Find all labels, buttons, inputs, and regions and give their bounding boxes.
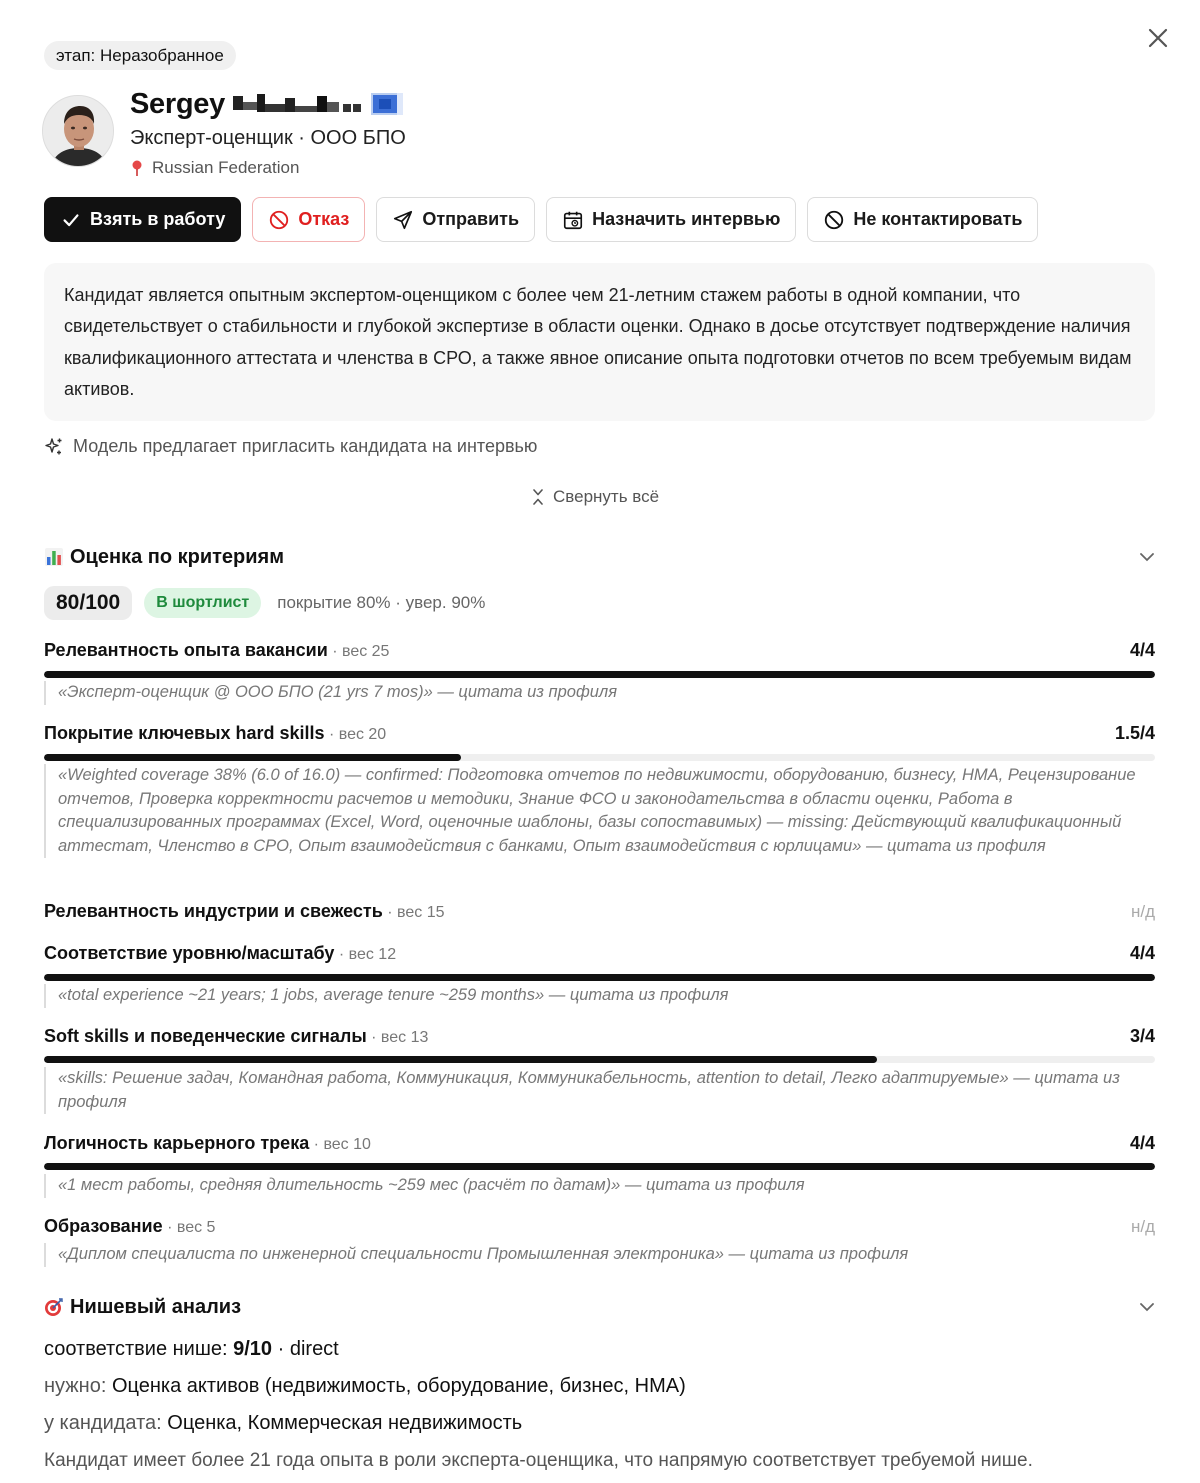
criterion-progress-bar	[44, 974, 1155, 981]
criterion-progress-fill	[44, 1056, 877, 1063]
collapse-all-button[interactable]	[531, 487, 659, 507]
map-pin-icon	[130, 160, 144, 177]
criterion-score: 3/4	[1129, 1026, 1155, 1046]
bar-chart-icon	[44, 547, 64, 567]
criterion-quote: «Эксперт-оценщик @ ООО БПО (21 yrs 7 mos)» — цитата из профиля	[44, 681, 1155, 705]
criterion-quote: «total experience ~21 years; 1 jobs, average tenure ~259 months» — цитата из профиля	[44, 984, 1155, 1008]
criterion-score: 4/4	[1129, 640, 1155, 660]
criterion-quote: «skills: Решение задач, Командная работа, Коммуникация, Коммуникабельность, attention to detail, Легко адаптируемые» — цитата из профиля	[44, 1067, 1155, 1114]
niche-candidate-value: Оценка, Коммерческая недвижимость	[167, 1412, 523, 1434]
send-icon	[392, 209, 414, 231]
criterion-row	[44, 943, 1155, 967]
criterion-progress-fill	[44, 671, 1155, 678]
criterion-row	[44, 640, 1155, 664]
collapse-icon	[531, 489, 545, 505]
reject-label: Отказ	[298, 209, 350, 229]
criterion-row	[44, 1216, 1155, 1240]
criterion-name: Soft skills и поведенческие сигналы	[44, 1026, 367, 1046]
criterion-progress-fill	[44, 1163, 1155, 1170]
criterion-progress-bar	[44, 1056, 1155, 1063]
criteria-section-header[interactable]	[44, 542, 1155, 572]
criterion-weight: · вес 20	[328, 726, 387, 743]
schedule-interview-label: Назначить интервью	[592, 209, 781, 229]
niche-required-label: нужно:	[44, 1375, 112, 1397]
criterion-score: н/д	[1130, 902, 1155, 921]
redacted-surname	[233, 92, 363, 116]
send-button[interactable]	[376, 197, 535, 242]
criterion-weight: · вес 25	[332, 643, 390, 660]
criterion-weight: · вес 5	[167, 1219, 216, 1236]
niche-section-header[interactable]	[44, 1292, 1155, 1322]
chevron-down-icon[interactable]	[1139, 552, 1155, 562]
take-to-work-label: Взять в работу	[90, 209, 226, 229]
sparkles-icon	[44, 437, 64, 457]
chevron-down-icon[interactable]	[1139, 1302, 1155, 1312]
niche-required	[44, 1375, 686, 1398]
calendar-icon	[562, 209, 584, 231]
check-icon	[60, 209, 82, 231]
niche-fit	[44, 1338, 339, 1361]
niche-required-value: Оценка активов (недвижимость, оборудование, бизнес, НМА)	[111, 1375, 686, 1397]
ban-icon	[268, 209, 290, 231]
coverage-confidence: покрытие 80% · увер. 90%	[277, 593, 486, 612]
criterion-progress-fill	[44, 754, 461, 761]
avatar	[42, 95, 114, 167]
criterion-quote: «Диплом специалиста по инженерной специальности Промышленная электроника» — цитата из профиля	[44, 1243, 1155, 1267]
take-to-work-button[interactable]	[44, 197, 241, 242]
do-not-contact-label: Не контактировать	[853, 209, 1023, 229]
niche-fit-type: · direct	[272, 1338, 339, 1360]
ai-summary: Кандидат является опытным экспертом-оценщиком с более чем 21-летним стажем работы в одной компании, что свидетельствует о стабильности и глубокой экспертизе в области оценки. Однако в досье отсутствует подтверждение наличия квалификационного аттестата и членства в СРО, а также явное описание опыта подготовки отчетов по всем требуемым видам активов.	[44, 263, 1155, 421]
criterion-row	[44, 723, 1155, 747]
criterion-progress-bar	[44, 1163, 1155, 1170]
criterion-name: Соответствие уровню/масштабу	[44, 943, 335, 963]
status-badge: В шортлист	[144, 588, 261, 618]
criterion-name: Релевантность индустрии и свежесть	[44, 901, 383, 921]
criterion-score: 4/4	[1129, 1133, 1155, 1153]
criterion-name: Покрытие ключевых hard skills	[44, 723, 325, 743]
criteria-section-title: Оценка по критериям	[70, 545, 285, 568]
ban-icon	[823, 209, 845, 231]
criterion-quote: «Weighted coverage 38% (6.0 of 16.0) — confirmed: Подготовка отчетов по недвижимости, оборудованию, бизнесу, НМА, Рецензирование отчетов, Проверка корректности расчетов и методики, Знание ФСО и законодательства в области оценки, Работа в специализированных программах (Excel, Word, оценочные шаблоны, базы сопоставимых) — missing: Действующий квалификационный аттестат, Членство в СРО, Опыт взаимодействия с банками, Опыт взаимодействия с юрлицами» — цитата из профиля	[44, 764, 1155, 858]
criterion-weight: · вес 13	[371, 1029, 429, 1046]
target-icon	[44, 1297, 64, 1317]
criterion-row	[44, 1133, 1155, 1157]
schedule-interview-button[interactable]	[546, 197, 796, 242]
criterion-weight: · вес 12	[338, 946, 397, 963]
model-suggestion	[44, 436, 537, 457]
niche-fit-value: 9/10	[233, 1338, 273, 1360]
criterion-progress-bar	[44, 754, 1155, 761]
criterion-progress-fill	[44, 974, 1155, 981]
criterion-score: н/д	[1130, 1217, 1155, 1236]
location-label: Russian Federation	[152, 158, 300, 177]
collapse-all-label: Свернуть всё	[553, 487, 660, 506]
reject-button[interactable]	[252, 197, 365, 242]
niche-candidate-label: у кандидата:	[44, 1412, 168, 1434]
candidate-location	[130, 158, 299, 178]
model-suggestion-text: Модель предлагает пригласить кандидата на интервью	[73, 436, 538, 456]
niche-fit-label: соответствие нише:	[44, 1338, 234, 1360]
criterion-score: 4/4	[1129, 943, 1155, 963]
criterion-progress-bar	[44, 671, 1155, 678]
criterion-name: Логичность карьерного трека	[44, 1133, 310, 1153]
criterion-weight: · вес 15	[387, 904, 445, 921]
niche-candidate	[44, 1412, 522, 1435]
niche-description: Кандидат имеет более 21 года опыта в роли эксперта-оценщика, что напрямую соответствует требуемой нише.	[44, 1450, 1033, 1471]
criterion-name: Образование	[44, 1216, 163, 1236]
criterion-weight: · вес 10	[313, 1136, 371, 1153]
send-label: Отправить	[422, 209, 520, 229]
criterion-quote: «1 мест работы, средняя длительность ~259 мес (расчёт по датам)» — цитата из профиля	[44, 1174, 1155, 1198]
stage-badge: этап: Неразобранное	[44, 41, 236, 70]
niche-section-title: Нишевый анализ	[70, 1295, 242, 1318]
do-not-contact-button[interactable]	[807, 197, 1038, 242]
candidate-subtitle: Эксперт-оценщик · ООО БПО	[130, 127, 406, 149]
criterion-row	[44, 1026, 1155, 1050]
criterion-row	[44, 901, 1155, 925]
total-score: 80/100	[44, 586, 132, 620]
linkedin-icon[interactable]	[371, 93, 403, 115]
candidate-name: Sergey	[130, 87, 225, 120]
criterion-name: Релевантность опыта вакансии	[44, 640, 328, 660]
criterion-score: 1.5/4	[1114, 723, 1155, 743]
close-icon[interactable]	[1146, 26, 1170, 50]
